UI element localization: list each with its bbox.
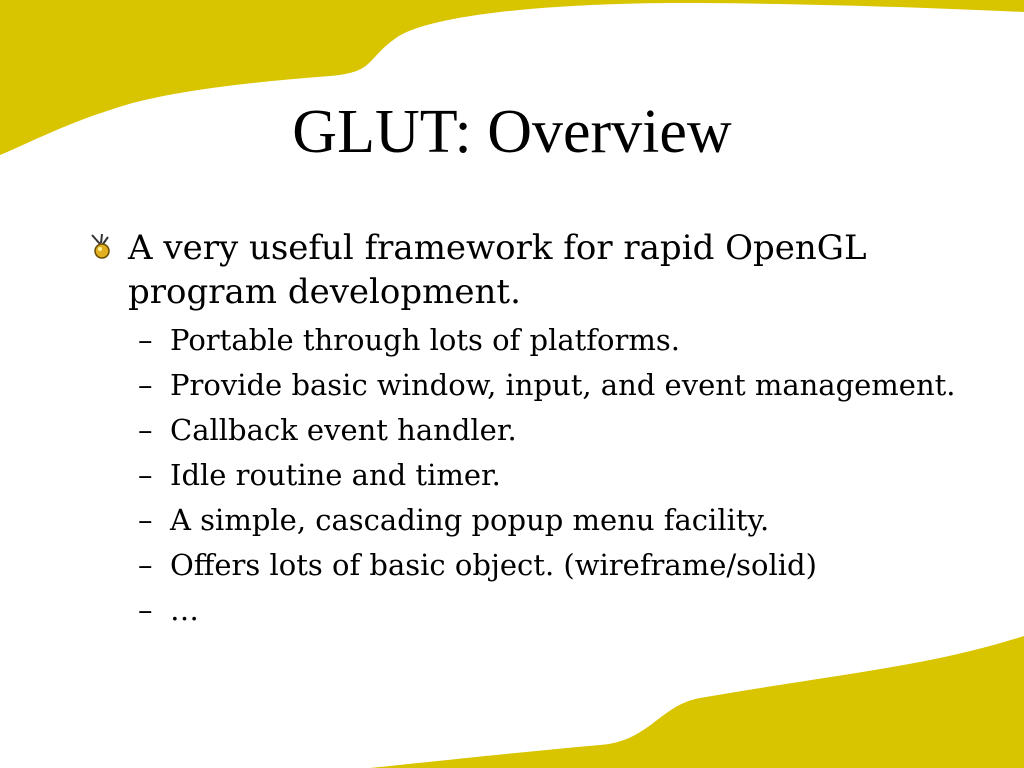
sub-bullet-text: Provide basic window, input, and event management. xyxy=(170,368,956,402)
sub-bullet-item xyxy=(88,592,988,628)
bee-bullet-icon xyxy=(88,232,114,262)
sub-bullet-text: Portable through lots of platforms. xyxy=(170,323,680,357)
slide-title: GLUT: Overview xyxy=(292,98,732,166)
dash-marker: – xyxy=(138,503,153,537)
dash-marker: – xyxy=(138,548,153,582)
dash-marker: – xyxy=(138,413,153,447)
dash-marker: – xyxy=(138,368,153,402)
main-bullet-text: A very useful framework for rapid OpenGL program development. xyxy=(128,228,867,312)
sub-bullet-text: Callback event handler. xyxy=(170,413,517,447)
sub-bullet-text: Offers lots of basic object. (wireframe/solid) xyxy=(170,548,817,582)
dash-marker: – xyxy=(138,458,153,492)
sub-bullet-list xyxy=(88,322,988,628)
sub-bullet-text: Idle routine and timer. xyxy=(170,458,501,492)
bottom-right-swoosh xyxy=(370,636,1024,768)
sub-bullet-text: A simple, cascading popup menu facility. xyxy=(170,503,770,537)
sub-bullet-item xyxy=(88,322,988,358)
main-bullet xyxy=(88,226,988,314)
sub-bullet-item xyxy=(88,502,988,538)
sub-bullet-item xyxy=(88,547,988,583)
sub-bullet-item xyxy=(88,457,988,493)
dash-marker: – xyxy=(138,323,153,357)
sub-bullet-item xyxy=(88,412,988,448)
dash-marker: – xyxy=(138,593,153,627)
sub-bullet-item xyxy=(88,367,988,403)
sub-bullet-text: … xyxy=(170,593,199,627)
slide-content xyxy=(88,226,988,637)
